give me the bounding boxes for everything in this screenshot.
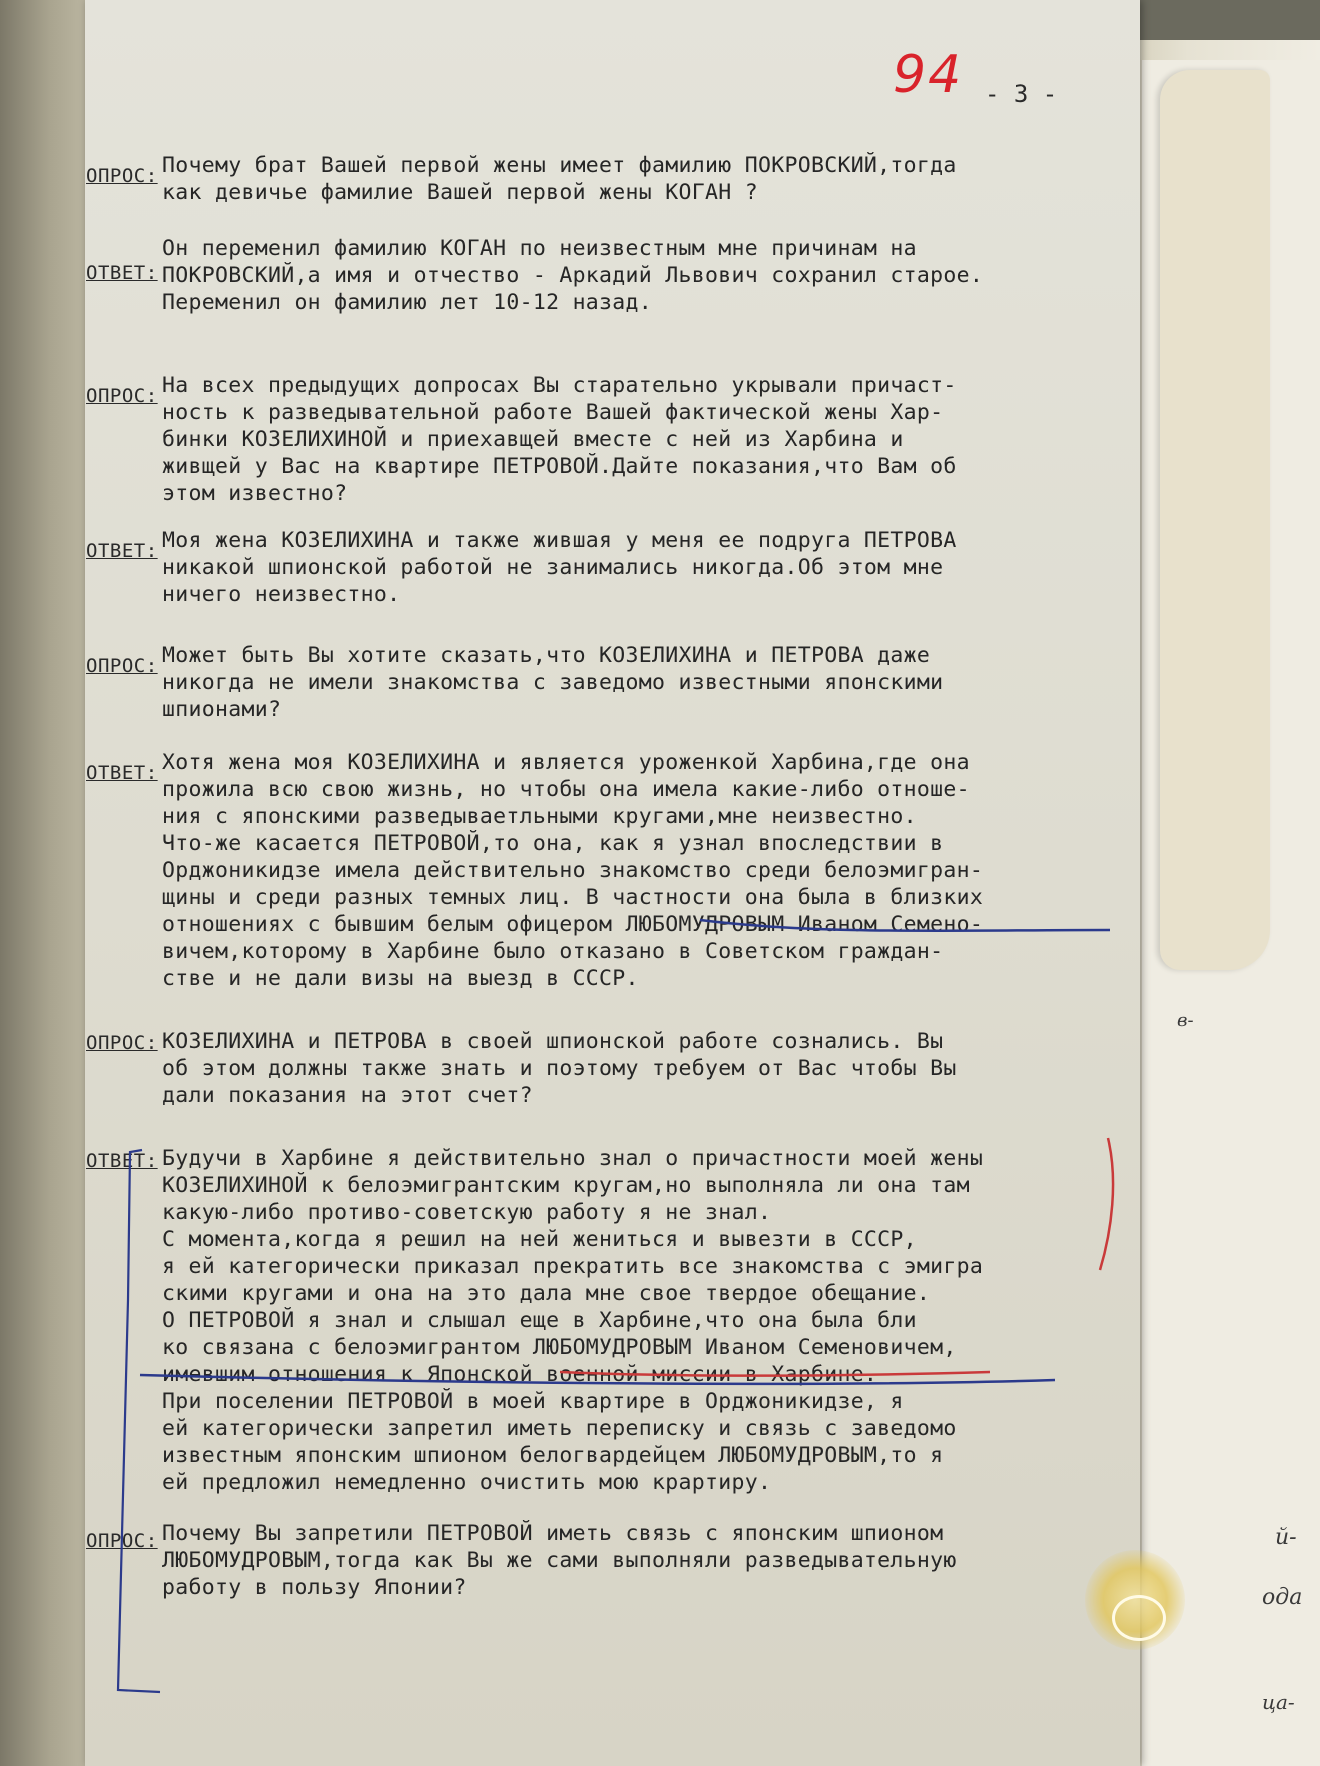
- answer-label: ОТВЕТ:: [86, 762, 158, 784]
- side-mark: ода: [1262, 1585, 1303, 1610]
- question-label: ОПРОС:: [86, 655, 158, 677]
- blue-underline: [700, 920, 1110, 931]
- answer-text: Он переменил фамилию КОГАН по неизвестным мне причинам на ПОКРОВСКИЙ,а имя и отчество - Аркадий Львович сохранил старое. Переменил он фамилию лет 10-12 назад.: [162, 236, 984, 315]
- answer-label: ОТВЕТ:: [86, 540, 158, 562]
- side-mark: й-: [1275, 1525, 1297, 1550]
- question-text: На всех предыдущих допросах Вы старательно укрывали причаст- ность к разведывательной работе Вашей фактической жены Хар- бинки КОЗЕЛИХИНОЙ и приехавщей вместе с ней из Харбина и живщей у Вас на квартире ПЕТРОВОЙ.Дайте показания,что Вам об этом известно?: [162, 373, 957, 506]
- answer-text: Будучи в Харбине я действительно знал о причастности моей жены КОЗЕЛИХИНОЙ к белоэмигрантским кругам,но выполняла ли она там какую-либо противо-советскую работу я не знал. С момента,когда я решил на ней жениться и вывезти в СССР, я ей категорически приказал прекратить все знакомства с эмигра скими кругами и она на это дала мне свое твердое обещание. О ПЕТРОВОЙ я знал и слышал еще в Харбине,что она была бли ко связана с белоэмигрантом ЛЮБОМУДРОВЫМ Иваном Семеновичем, имевшим отношения к Японской военной миссии в Харбине. При поселении ПЕТРОВОЙ в моей квартире в Орджоникидзе, я ей категорически запретил иметь переписку и связь с заведомо известным японским шпионом белогвардейцем ЛЮБОМУДРОВЫМ,то я ей предложил немедленно очистить мою крартиру.: [162, 1146, 984, 1495]
- page-number: - 3 -: [985, 80, 1058, 108]
- blue-bracket: [118, 1150, 160, 1692]
- red-underline: [560, 1372, 990, 1376]
- question-text: Почему брат Вашей первой жены имеет фамилию ПОКРОВСКИЙ,тогда как девичье фамилие Вашей первой жены КОГАН ?: [162, 153, 957, 205]
- answer-text: Моя жена КОЗЕЛИХИНА и также жившая у меня ее подруга ПЕТРОВА никакой шпионской работой не занимались никогда.Об этом мне ничего неизвестно.: [162, 528, 957, 607]
- question-label: ОПРОС:: [86, 1032, 158, 1054]
- question-label: ОПРОС:: [86, 385, 158, 407]
- question-text: Почему Вы запретили ПЕТРОВОЙ иметь связь с японским шпионом ЛЮБОМУДРОВЫМ,тогда как Вы же сами выполняли разведывательную работу в пользу Японии?: [162, 1521, 957, 1600]
- folio-number: 94: [893, 45, 964, 105]
- answer-label: ОТВЕТ:: [86, 1150, 158, 1172]
- blue-underline: [140, 1375, 1055, 1384]
- side-mark: ца-: [1262, 1690, 1295, 1714]
- side-mark: в-: [1177, 1010, 1194, 1031]
- question-label: ОПРОС:: [86, 1530, 158, 1552]
- red-margin-line: [1100, 1138, 1113, 1270]
- watermark-emblem: [1112, 1595, 1166, 1641]
- question-label: ОПРОС:: [86, 165, 158, 187]
- question-text: КОЗЕЛИХИНА и ПЕТРОВА в своей шпионской работе сознались. Вы об этом должны также знать и поэтому требуем от Вас чтобы Вы дали показания на этот счет?: [162, 1029, 957, 1108]
- question-text: Может быть Вы хотите сказать,что КОЗЕЛИХИНА и ПЕТРОВА даже никогда не имели знакомства с заведомо известными японскими шпионами?: [162, 643, 944, 722]
- answer-text: Хотя жена моя КОЗЕЛИХИНА и является уроженкой Харбина,где она прожила всю свою жизнь, но чтобы она имела какие-либо отноше- ния с японскими разведываетльными кругами,мне неизвестно. Что-же касается ПЕТРОВОЙ,то она, как я узнал впоследствии в Орджоникидзе имела действительно знакомство среди белоэмигран- щины и среди разных темных лиц. В частности она была в близких отношениях с бывшим белым офицером ЛЮБОМУДРОВЫМ Иваном Семено- вичем,которому в Харбине было отказано в Советском граждан- стве и не дали визы на выезд в СССР.: [162, 750, 984, 991]
- answer-label: ОТВЕТ:: [86, 262, 158, 284]
